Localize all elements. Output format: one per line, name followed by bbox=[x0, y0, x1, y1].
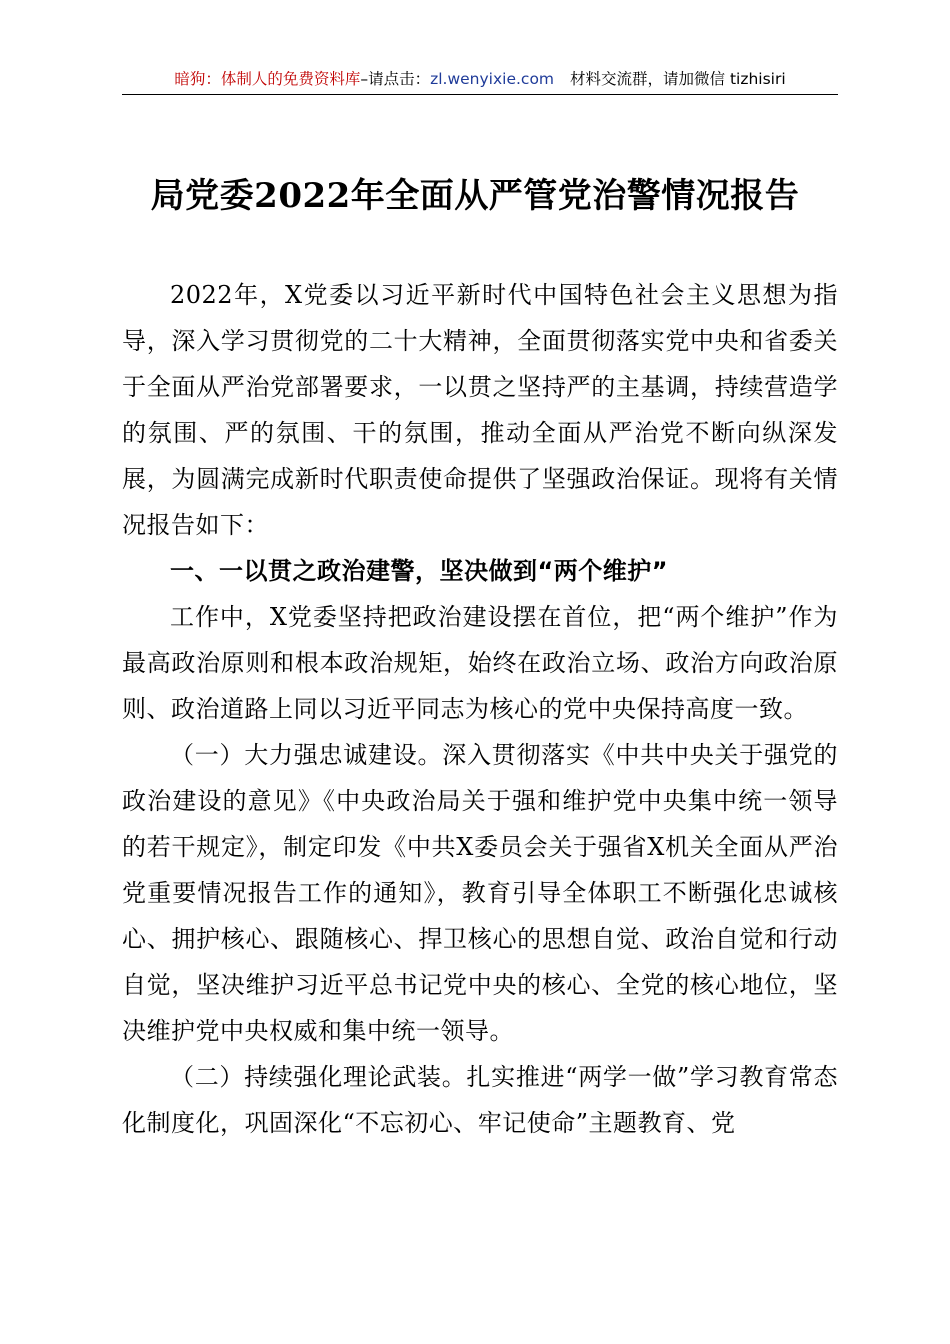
header-url-link[interactable]: zl.wenyixie.com bbox=[430, 70, 555, 88]
header-site-name: 暗狗：体制人的免费资料库 bbox=[174, 70, 361, 88]
document-title: 局党委2022年全面从严管党治警情况报告 bbox=[150, 176, 800, 216]
document-body bbox=[122, 272, 838, 1146]
subsection-1-paragraph: （一）大力强忠诚建设。深入贯彻落实《中共中央关于强党的政治建设的意见》《中央政治局关于强和维护党中央集中统一领导的若干规定》，制定印发《中共X委员会关于强省X机关全面从严治党重要情况报告工作的通知》，教育引导全体职工不断强化忠诚核心、拥护核心、跟随核心、捍卫核心的思想自觉、政治自觉和行动自觉，坚决维护习近平总书记党中央的核心、全党的核心地位，坚决维护党中央权威和集中统一领导。 bbox=[122, 741, 838, 1045]
subsection-2-paragraph: （二）持续强化理论武装。扎实推进“两学一做”学习教育常态化制度化，巩固深化“不忘初心、牢记使命”主题教育、党 bbox=[122, 1063, 838, 1137]
intro-paragraph: 2022年，X党委以习近平新时代中国特色社会主义思想为指导，深入学习贯彻党的二十大精神，全面贯彻落实党中央和省委关于全面从严治党部署要求，一以贯之坚持严的主基调，持续营造学的氛围、严的氛围、干的氛围，推动全面从严治党不断向纵深发展，为圆满完成新时代职责使命提供了坚强政治保证。现将有关情况报告如下： bbox=[122, 281, 838, 539]
header-click-prompt: –请点击： bbox=[360, 70, 431, 88]
section-1-paragraph: 工作中，X党委坚持把政治建设摆在首位，把“两个维护”作为最高政治原则和根本政治规矩，始终在政治立场、政治方向政治原则、政治道路上同以习近平同志为核心的党中央保持高度一致。 bbox=[122, 603, 838, 723]
section-heading-1: 一、一以贯之政治建警，坚决做到“两个维护” bbox=[170, 557, 669, 585]
page-header bbox=[122, 64, 838, 95]
header-wechat-note: 材料交流群，请加微信 tizhisiri bbox=[570, 70, 786, 88]
